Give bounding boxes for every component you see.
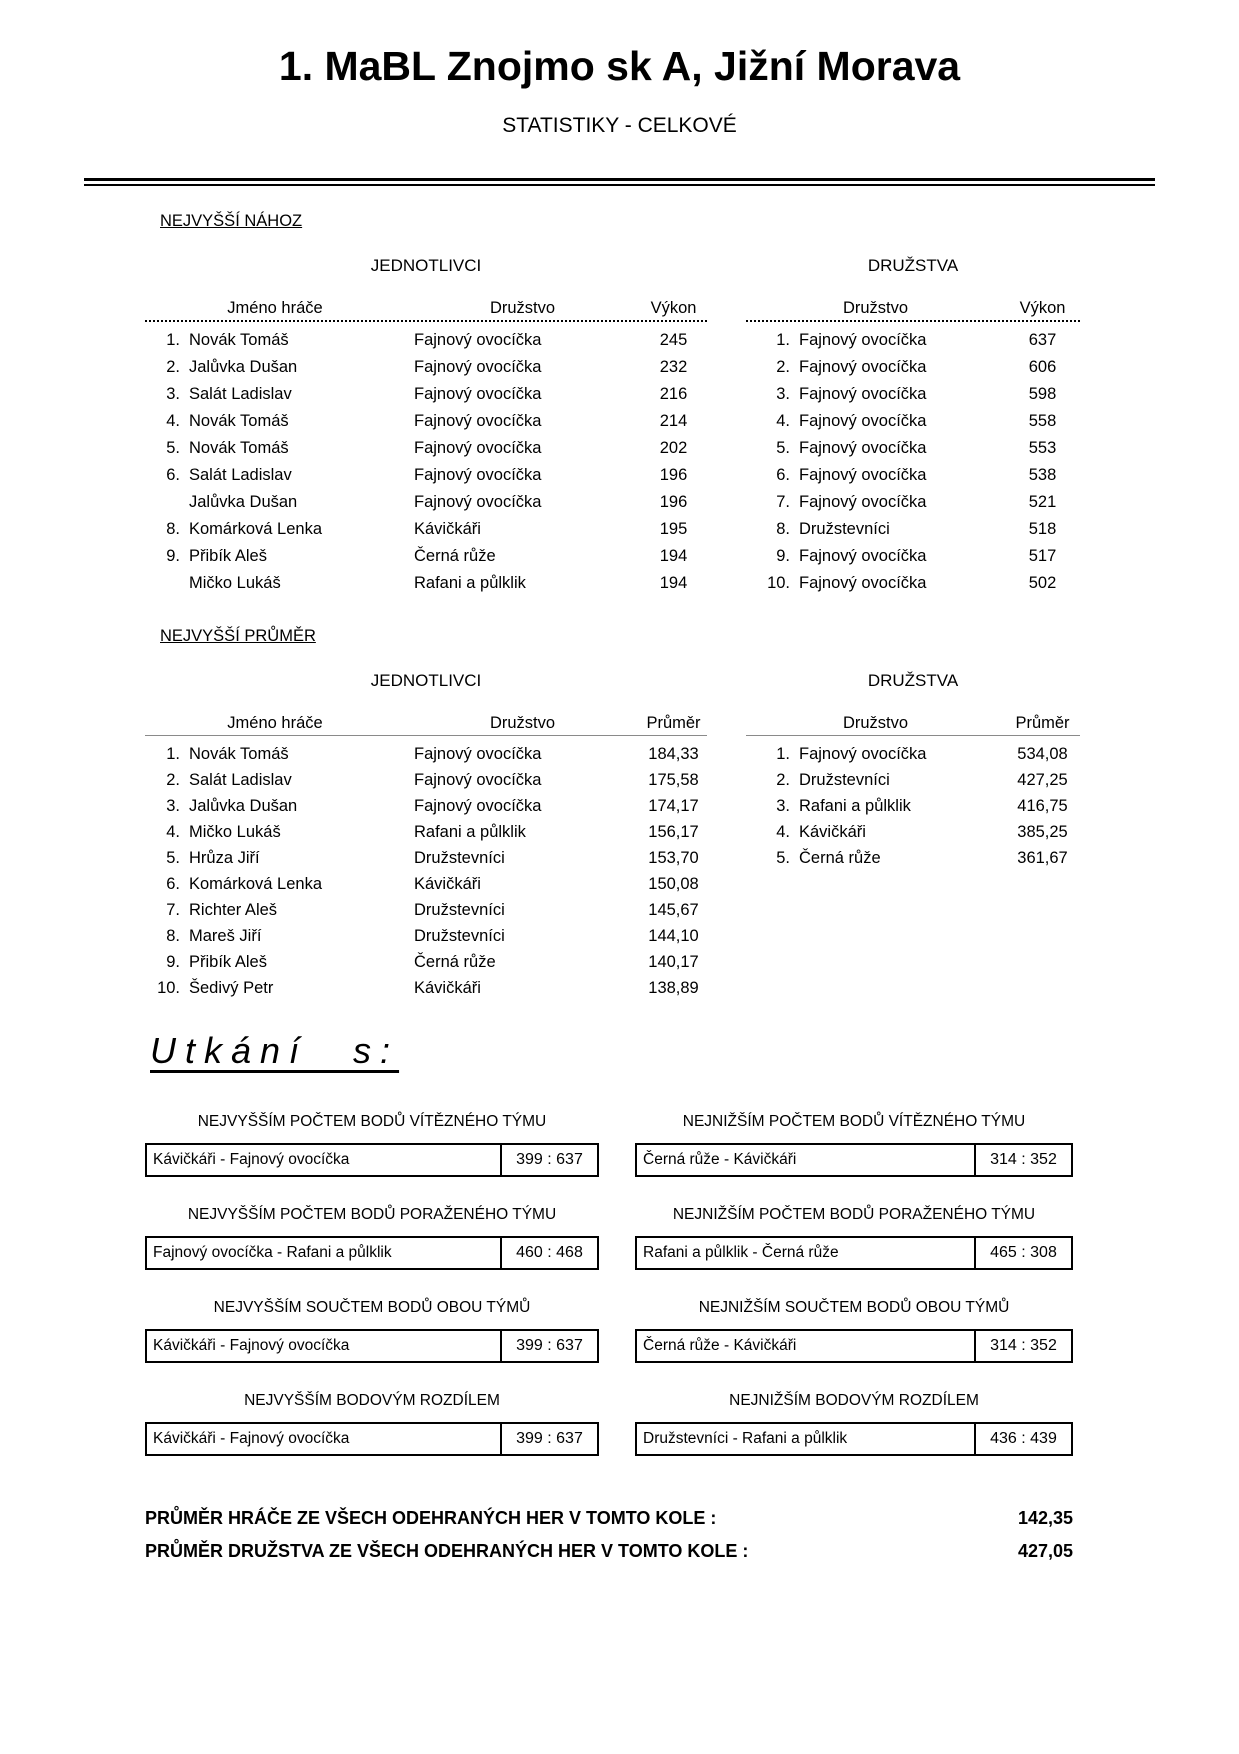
player-cell: Mičko Lukáš: [189, 574, 281, 592]
value-cell: 150,08: [648, 875, 699, 893]
rank-cell: 3.: [776, 385, 790, 403]
table-row: [746, 741, 1080, 767]
match-teams: Kávičkáři - Fajnový ovocíčka: [153, 1151, 350, 1168]
rank-cell: 8.: [166, 520, 180, 538]
value-cell: 553: [1028, 439, 1057, 457]
player-cell: Novák Tomáš: [189, 745, 289, 763]
table-row: [746, 462, 1080, 489]
rank-cell: [145, 489, 180, 516]
rank-cell: 5.: [776, 849, 790, 867]
team-cell: Družstevníci: [799, 520, 890, 538]
table-row: [145, 381, 707, 408]
rank-cell: 2.: [776, 358, 790, 376]
table-row: [746, 767, 1080, 793]
team-cell: Družstevníci: [799, 771, 890, 789]
value-cell: 558: [1028, 412, 1057, 430]
column-header-team: Družstvo: [489, 299, 556, 317]
rank-cell: [145, 570, 180, 597]
value-cell: 156,17: [648, 823, 699, 841]
player-cell: Salát Ladislav: [189, 385, 292, 403]
rank-cell: 2.: [166, 358, 180, 376]
section-highest-average: [0, 627, 1239, 1001]
table-row: [145, 871, 707, 897]
team-cell: Kávičkáři: [414, 520, 481, 538]
value-cell: 202: [659, 439, 688, 457]
match-stat-heading: NEJNIŽŠÍM BODOVÝM ROZDÍLEM: [729, 1392, 979, 1409]
value-cell: 606: [1028, 358, 1057, 376]
table-header-row: [145, 713, 707, 733]
value-cell: 385,25: [1017, 823, 1068, 841]
page-title: 1. MaBL Znojmo sk A, Jižní Morava: [278, 43, 961, 89]
table-row: [145, 462, 707, 489]
value-cell: 194: [659, 547, 688, 565]
rank-cell: 8.: [776, 520, 790, 538]
match-stat-box: [145, 1143, 599, 1177]
value-cell: 195: [659, 520, 688, 538]
rank-cell: 7.: [166, 901, 180, 919]
team-cell: Družstevníci: [414, 901, 505, 919]
player-cell: Komárková Lenka: [189, 875, 322, 893]
summary-value: 427,05: [1017, 1541, 1073, 1561]
value-cell: 518: [1028, 520, 1057, 538]
rank-cell: 2.: [166, 771, 180, 789]
table-row: [145, 949, 707, 975]
rank-cell: 5.: [776, 439, 790, 457]
team-cell: Rafani a půlklik: [414, 823, 526, 841]
player-cell: Novák Tomáš: [189, 412, 289, 430]
match-stat-block: [635, 1113, 1073, 1177]
column-header-value: Výkon: [1019, 299, 1066, 317]
match-stat-heading: NEJVYŠŠÍM BODOVÝM ROZDÍLEM: [244, 1392, 500, 1409]
rank-cell: 1.: [166, 331, 180, 349]
player-cell: Mareš Jiří: [189, 927, 262, 945]
team-cell: Fajnový ovocíčka: [799, 493, 927, 511]
table-row: [145, 923, 707, 949]
value-cell: 174,17: [648, 797, 699, 815]
value-cell: 538: [1028, 466, 1057, 484]
section-heading: NEJVYŠŠÍ NÁHOZ: [160, 212, 303, 230]
summary-line: [145, 1535, 1073, 1568]
value-cell: 427,25: [1017, 771, 1068, 789]
table-row: [145, 975, 707, 1001]
table-title: JEDNOTLIVCI: [370, 671, 482, 690]
rank-cell: 6.: [166, 875, 180, 893]
table-row: [746, 570, 1080, 597]
match-stat-heading: NEJNIŽŠÍM POČTEM BODŮ VÍTĚZNÉHO TÝMU: [682, 1113, 1026, 1130]
team-cell: Fajnový ovocíčka: [799, 412, 927, 430]
table-body: [746, 735, 1080, 871]
value-cell: 361,67: [1017, 849, 1068, 867]
rank-cell: 9.: [166, 547, 180, 565]
table-row: [746, 489, 1080, 516]
table-row: [145, 435, 707, 462]
header-divider: [84, 178, 1155, 186]
team-cell: Družstevníci: [414, 849, 505, 867]
player-cell: Jalůvka Dušan: [189, 797, 298, 815]
rank-cell: 3.: [166, 385, 180, 403]
team-cell: Fajnový ovocíčka: [414, 771, 542, 789]
rank-cell: 6.: [166, 466, 180, 484]
value-cell: 184,33: [648, 745, 699, 763]
match-score: 465 : 308: [974, 1238, 1071, 1268]
match-teams: Černá růže - Kávičkáři: [643, 1337, 797, 1354]
table-header-row: [746, 713, 1080, 733]
section-highest-throw: [0, 212, 1239, 597]
value-cell: 153,70: [648, 849, 699, 867]
value-cell: 145,67: [648, 901, 699, 919]
match-score: 399 : 637: [500, 1331, 597, 1361]
team-cell: Fajnový ovocíčka: [799, 547, 927, 565]
section-heading: NEJVYŠŠÍ PRŮMĚR: [160, 627, 316, 645]
table-title: JEDNOTLIVCI: [370, 256, 482, 275]
rank-cell: 1.: [166, 745, 180, 763]
table-row: [145, 793, 707, 819]
match-score: 399 : 637: [500, 1424, 597, 1454]
value-cell: 245: [659, 331, 688, 349]
individuals-table: [145, 230, 707, 597]
table-row: [145, 897, 707, 923]
match-stat-heading: NEJNIŽŠÍM POČTEM BODŮ PORAŽENÉHO TÝMU: [672, 1206, 1036, 1223]
value-cell: 416,75: [1017, 797, 1068, 815]
table-row: [746, 845, 1080, 871]
player-cell: Přibík Aleš: [189, 953, 267, 971]
summary-label: PRŮMĚR HRÁČE ZE VŠECH ODEHRANÝCH HER V TOMTO KOLE :: [145, 1508, 717, 1528]
table-title: DRUŽSTVA: [867, 671, 959, 690]
team-cell: Kávičkáři: [414, 979, 481, 997]
table-row: [746, 516, 1080, 543]
match-stats-grid: [145, 1113, 1239, 1456]
match-score: 314 : 352: [974, 1331, 1071, 1361]
player-cell: Novák Tomáš: [189, 331, 289, 349]
match-score: 436 : 439: [974, 1424, 1071, 1454]
column-header-value: Výkon: [650, 299, 697, 317]
match-stat-heading: NEJVYŠŠÍM POČTEM BODŮ PORAŽENÉHO TÝMU: [187, 1206, 557, 1223]
team-cell: Rafani a půlklik: [414, 574, 526, 592]
rank-cell: 9.: [776, 547, 790, 565]
summary-line: [145, 1502, 1073, 1535]
tables-row: [0, 230, 1239, 597]
table-body: [145, 320, 707, 597]
match-stat-heading: NEJVYŠŠÍM POČTEM BODŮ VÍTĚZNÉHO TÝMU: [197, 1113, 547, 1130]
match-teams: Rafani a půlklik - Černá růže: [643, 1244, 839, 1261]
player-cell: Komárková Lenka: [189, 520, 322, 538]
value-cell: 534,08: [1017, 745, 1068, 763]
value-cell: 517: [1028, 547, 1057, 565]
column-header-team: Družstvo: [842, 299, 909, 317]
rank-cell: 7.: [776, 493, 790, 511]
rank-cell: 10.: [157, 979, 180, 997]
table-header-row: [145, 298, 707, 318]
table-row: [746, 435, 1080, 462]
player-cell: Novák Tomáš: [189, 439, 289, 457]
rank-cell: 4.: [776, 823, 790, 841]
match-stat-block: [635, 1206, 1073, 1270]
value-cell: 140,17: [648, 953, 699, 971]
match-stat-box: [635, 1143, 1073, 1177]
table-row: [145, 354, 707, 381]
match-stat-block: [145, 1299, 599, 1363]
column-header-team: Družstvo: [489, 714, 556, 732]
individuals-table: [145, 645, 707, 1001]
table-row: [145, 819, 707, 845]
tables-row: [0, 645, 1239, 1001]
team-cell: Kávičkáři: [414, 875, 481, 893]
match-teams: Kávičkáři - Fajnový ovocíčka: [153, 1430, 350, 1447]
column-header-name: Jméno hráče: [227, 714, 323, 732]
rank-cell: 3.: [776, 797, 790, 815]
summary-label: PRŮMĚR DRUŽSTVA ZE VŠECH ODEHRANÝCH HER V TOMTO KOLE :: [145, 1541, 749, 1561]
team-cell: Fajnový ovocíčka: [799, 331, 927, 349]
rank-cell: 8.: [166, 927, 180, 945]
team-cell: Kávičkáři: [799, 823, 866, 841]
player-cell: Šedivý Petr: [189, 979, 274, 997]
table-body: [746, 320, 1080, 597]
value-cell: 232: [659, 358, 688, 376]
table-row: [145, 327, 707, 354]
table-row: [746, 793, 1080, 819]
team-cell: Fajnový ovocíčka: [414, 466, 542, 484]
match-stat-box: [145, 1329, 599, 1363]
match-teams: Družstevníci - Rafani a půlklik: [643, 1430, 848, 1447]
value-cell: 144,10: [648, 927, 699, 945]
match-stat-heading: NEJNIŽŠÍM SOUČTEM BODŮ OBOU TÝMŮ: [698, 1299, 1010, 1316]
teams-table: [746, 645, 1080, 871]
match-score: 399 : 637: [500, 1145, 597, 1175]
rank-cell: 1.: [776, 745, 790, 763]
value-cell: 175,58: [648, 771, 699, 789]
value-cell: 521: [1028, 493, 1057, 511]
team-cell: Černá růže: [414, 547, 496, 565]
summary-value: 142,35: [1017, 1508, 1073, 1528]
team-cell: Černá růže: [414, 953, 496, 971]
value-cell: 598: [1028, 385, 1057, 403]
value-cell: 214: [659, 412, 688, 430]
rank-cell: 10.: [767, 574, 790, 592]
table-row: [746, 327, 1080, 354]
match-score: 314 : 352: [974, 1145, 1071, 1175]
teams-table: [746, 230, 1080, 597]
team-cell: Fajnový ovocíčka: [799, 385, 927, 403]
team-cell: Fajnový ovocíčka: [414, 385, 542, 403]
match-stat-box: [145, 1236, 599, 1270]
rank-cell: 1.: [776, 331, 790, 349]
player-cell: Jalůvka Dušan: [189, 358, 298, 376]
column-header-value: Průměr: [646, 714, 701, 732]
team-cell: Fajnový ovocíčka: [799, 358, 927, 376]
table-row: [145, 543, 707, 570]
table-title: DRUŽSTVA: [867, 256, 959, 275]
table-row: [145, 570, 707, 597]
match-stat-block: [635, 1299, 1073, 1363]
rank-cell: 2.: [776, 771, 790, 789]
team-cell: Fajnový ovocíčka: [799, 466, 927, 484]
matches-heading: Utkání s:: [150, 1030, 400, 1071]
match-teams: Černá růže - Kávičkáři: [643, 1151, 797, 1168]
value-cell: 196: [659, 466, 688, 484]
rank-cell: 9.: [166, 953, 180, 971]
column-header-value: Průměr: [1015, 714, 1070, 732]
team-cell: Družstevníci: [414, 927, 505, 945]
value-cell: 196: [659, 493, 688, 511]
table-row: [145, 741, 707, 767]
match-stat-heading: NEJVYŠŠÍM SOUČTEM BODŮ OBOU TÝMŮ: [213, 1299, 531, 1316]
match-stat-box: [635, 1422, 1073, 1456]
player-cell: Přibík Aleš: [189, 547, 267, 565]
table-row: [145, 845, 707, 871]
table-row: [746, 819, 1080, 845]
match-teams: Kávičkáři - Fajnový ovocíčka: [153, 1337, 350, 1354]
table-row: [145, 767, 707, 793]
value-cell: 216: [659, 385, 688, 403]
section-matches: [0, 1001, 1239, 1456]
match-stat-block: [635, 1392, 1073, 1456]
rank-cell: 5.: [166, 849, 180, 867]
value-cell: 138,89: [648, 979, 699, 997]
team-cell: Fajnový ovocíčka: [414, 358, 542, 376]
player-cell: Mičko Lukáš: [189, 823, 281, 841]
player-cell: Salát Ladislav: [189, 771, 292, 789]
team-cell: Fajnový ovocíčka: [414, 797, 542, 815]
match-stat-block: [145, 1392, 599, 1456]
rank-cell: 3.: [166, 797, 180, 815]
player-cell: Hrůza Jiří: [189, 849, 260, 867]
team-cell: Černá růže: [799, 849, 881, 867]
table-row: [145, 489, 707, 516]
match-stat-block: [145, 1113, 599, 1177]
match-stat-block: [145, 1206, 599, 1270]
rank-cell: 4.: [166, 823, 180, 841]
team-cell: Fajnový ovocíčka: [414, 493, 542, 511]
team-cell: Fajnový ovocíčka: [414, 331, 542, 349]
rank-cell: 4.: [166, 412, 180, 430]
match-teams: Fajnový ovocíčka - Rafani a půlklik: [153, 1244, 392, 1261]
team-cell: Fajnový ovocíčka: [414, 745, 542, 763]
table-row: [145, 408, 707, 435]
summary-block: [145, 1502, 1073, 1568]
match-score: 460 : 468: [500, 1238, 597, 1268]
team-cell: Fajnový ovocíčka: [799, 574, 927, 592]
table-row: [746, 354, 1080, 381]
team-cell: Fajnový ovocíčka: [414, 439, 542, 457]
table-header-row: [746, 298, 1080, 318]
player-cell: Jalůvka Dušan: [189, 493, 298, 511]
value-cell: 194: [659, 574, 688, 592]
column-header-team: Družstvo: [842, 714, 909, 732]
rank-cell: 4.: [776, 412, 790, 430]
team-cell: Rafani a půlklik: [799, 797, 911, 815]
value-cell: 502: [1028, 574, 1057, 592]
match-stat-box: [635, 1236, 1073, 1270]
team-cell: Fajnový ovocíčka: [799, 745, 927, 763]
value-cell: 637: [1028, 331, 1057, 349]
page-subtitle: STATISTIKY - CELKOVÉ: [502, 114, 737, 137]
table-row: [746, 408, 1080, 435]
match-stat-box: [635, 1329, 1073, 1363]
team-cell: Fajnový ovocíčka: [414, 412, 542, 430]
table-row: [746, 381, 1080, 408]
table-row: [145, 516, 707, 543]
player-cell: Richter Aleš: [189, 901, 278, 919]
rank-cell: 5.: [166, 439, 180, 457]
column-header-name: Jméno hráče: [227, 299, 323, 317]
rank-cell: 6.: [776, 466, 790, 484]
match-stat-box: [145, 1422, 599, 1456]
table-row: [746, 543, 1080, 570]
team-cell: Fajnový ovocíčka: [799, 439, 927, 457]
table-body: [145, 735, 707, 1001]
player-cell: Salát Ladislav: [189, 466, 292, 484]
